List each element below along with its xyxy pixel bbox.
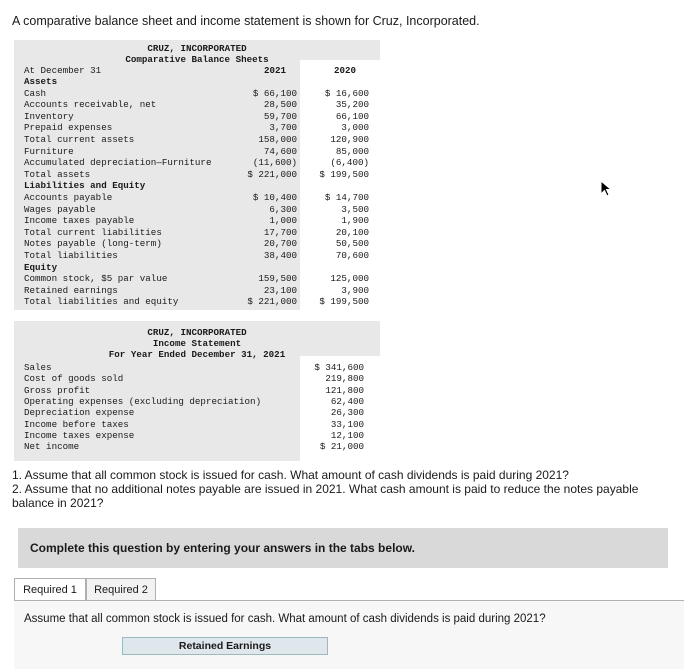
bs-row-label: Total current assets <box>24 134 135 145</box>
bs-row-value-2020: 3,000 <box>341 122 369 134</box>
bs-row-value-2020: $ 199,500 <box>319 296 369 308</box>
mouse-cursor-icon <box>600 180 614 198</box>
tab-panel <box>14 600 684 669</box>
bs-row-value-2021: $ 10,400 <box>252 192 297 203</box>
bs-row-label: Retained earnings <box>24 284 118 296</box>
bs-row-label: Common stock, $5 par value <box>24 273 168 285</box>
bs-row-value-2020: 85,000 <box>335 145 369 157</box>
bs-date-label: At December 31 <box>24 65 102 76</box>
bs-row-value-2020: 125,000 <box>330 273 369 285</box>
is-row-label: Income before taxes <box>24 418 129 430</box>
bs-row-label: Total liabilities <box>24 250 118 261</box>
bs-title: Comparative Balance Sheets <box>125 54 269 65</box>
bs-row-label: Wages payable <box>24 203 96 215</box>
instruction-bar <box>18 528 668 568</box>
bs-row-label: Accounts payable <box>24 192 113 203</box>
bs-row-label: Furniture <box>24 145 74 157</box>
bs-row-value-2020: 1,900 <box>341 215 369 227</box>
question-1: 1. Assume that all common stock is issued for cash. What amount of cash dividends is paid during 2021? <box>12 468 569 482</box>
bs-row-label: Liabilities and Equity <box>24 180 146 192</box>
bs-row-value-2021: 1,000 <box>269 215 297 227</box>
bs-row-value-2020: $ 16,600 <box>324 87 369 99</box>
bs-row-value-2020: 20,100 <box>335 226 369 238</box>
is-row-label: Net income <box>24 441 80 453</box>
bs-row-value-2021: 38,400 <box>263 250 297 261</box>
bs-row-label: Equity <box>24 261 58 273</box>
bs-row-label: Income taxes payable <box>24 215 135 227</box>
bs-year-2021: 2021 <box>263 65 286 76</box>
is-row-value: 12,100 <box>330 429 364 441</box>
bs-row-value-2021: 158,000 <box>258 134 297 145</box>
bs-row-label: Assets <box>24 76 58 87</box>
is-row-value: 33,100 <box>330 418 364 430</box>
tab-question-text: Assume that all common stock is issued for cash. What amount of cash dividends is paid during 2021? <box>24 613 546 625</box>
bs-row-value-2021: $ 66,100 <box>252 87 297 99</box>
is-row-value: 62,400 <box>330 395 364 407</box>
tab-required-2[interactable]: Required 2 <box>86 578 156 602</box>
bs-row-value-2021: 74,600 <box>263 145 297 157</box>
is-row-value: 121,800 <box>325 384 364 396</box>
bs-year-2020: 2020 <box>333 65 356 76</box>
tab-required-1[interactable]: Required 1 <box>14 578 86 602</box>
bs-row-value-2021: $ 221,000 <box>247 296 297 308</box>
bs-row-label: Cash <box>24 87 47 99</box>
bs-row-label: Accumulated depreciation—Furniture <box>24 157 212 169</box>
question-2: 2. Assume that no additional notes payable are issued in 2021. What cash amount is paid to reduce the notes payable balance in 2021? <box>12 482 639 510</box>
bs-row-value-2021: 159,500 <box>258 273 297 285</box>
is-row-label: Cost of goods sold <box>24 373 124 385</box>
bs-row-value-2021: 3,700 <box>269 122 297 134</box>
bs-row-value-2020: 50,500 <box>335 238 369 250</box>
bs-row-value-2021: 59,700 <box>263 110 297 122</box>
bs-row-label: Notes payable (long-term) <box>24 238 162 250</box>
bs-row-label: Prepaid expenses <box>24 122 113 134</box>
is-company: CRUZ, INCORPORATED <box>147 327 247 338</box>
is-period: For Year Ended December 31, 2021 <box>108 349 286 360</box>
retained-earnings-header: Retained Earnings <box>122 637 328 655</box>
is-row-label: Income taxes expense <box>24 429 135 441</box>
bs-row-value-2020: 3,900 <box>341 284 369 296</box>
is-row-value: 219,800 <box>325 373 364 385</box>
balance-sheet <box>14 40 380 310</box>
bs-row-label: Total current liabilities <box>24 226 162 238</box>
bs-row-value-2020: $ 14,700 <box>324 192 369 203</box>
bs-row-value-2021: 17,700 <box>263 226 297 238</box>
bs-row-value-2020: 3,500 <box>341 203 369 215</box>
bs-row-value-2021: 28,500 <box>263 99 297 111</box>
bs-row-value-2020: 70,600 <box>335 250 369 261</box>
is-row-label: Depreciation expense <box>24 407 135 419</box>
is-row-value: $ 21,000 <box>319 441 364 453</box>
bs-row-value-2020: (6,400) <box>330 157 369 169</box>
bs-row-value-2020: 35,200 <box>335 99 369 111</box>
bs-row-value-2020: 120,900 <box>330 134 369 145</box>
intro-text: A comparative balance sheet and income statement is shown for Cruz, Incorporated. <box>12 14 480 28</box>
bs-row-label: Inventory <box>24 110 74 122</box>
bs-row-value-2021: 6,300 <box>269 203 297 215</box>
bs-row-value-2021: 23,100 <box>263 284 297 296</box>
bs-row-label: Accounts receivable, net <box>24 99 157 111</box>
bs-row-value-2021: (11,600) <box>252 157 297 169</box>
bs-row-label: Total liabilities and equity <box>24 296 179 308</box>
bs-row-label: Total assets <box>24 168 91 180</box>
is-row-label: Gross profit <box>24 384 91 396</box>
bs-row-value-2020: $ 199,500 <box>319 168 369 180</box>
bs-row-value-2020: 66,100 <box>335 110 369 122</box>
is-row-value: 26,300 <box>330 407 364 419</box>
bs-row-value-2021: 20,700 <box>263 238 297 250</box>
bs-company: CRUZ, INCORPORATED <box>147 43 247 54</box>
is-row-label: Sales <box>24 362 52 373</box>
bs-row-value-2021: $ 221,000 <box>247 168 297 180</box>
instruction-text: Complete this question by entering your answers in the tabs below. <box>30 541 415 555</box>
questions <box>12 468 682 510</box>
is-row-label: Operating expenses (excluding depreciation) <box>24 395 262 407</box>
income-statement <box>14 321 380 461</box>
is-row-value: $ 341,600 <box>314 362 364 373</box>
is-title: Income Statement <box>152 338 242 349</box>
